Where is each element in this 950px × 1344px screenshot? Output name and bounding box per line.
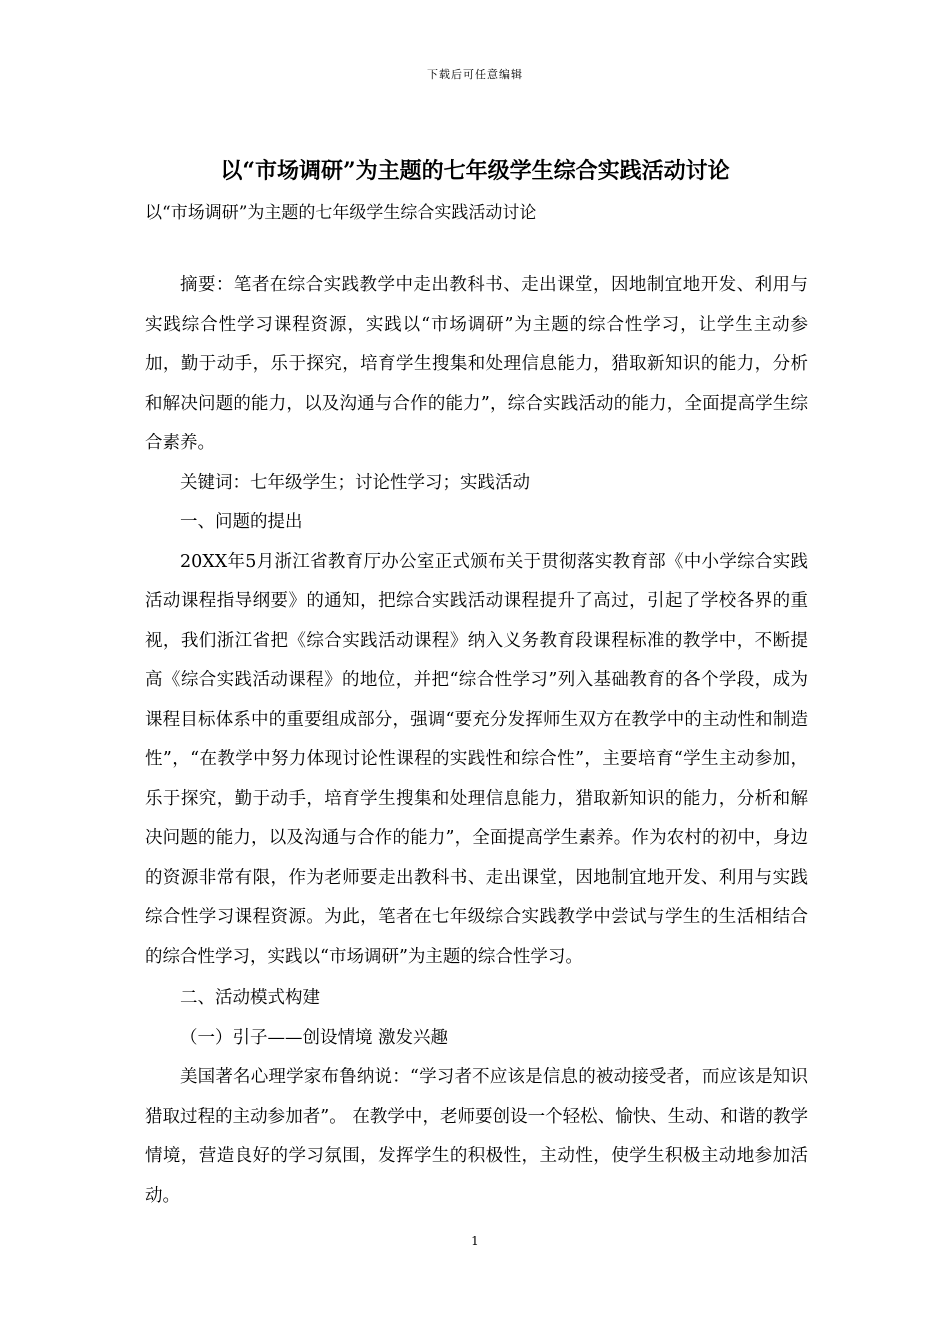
body-paragraph: 美国著名心理学家布鲁纳说：“学习者不应该是信息的被动接受者，而应该是知识猎取过程的主动参加者”。 在教学中，老师要创设一个轻松、愉快、生动、和谐的教学情境，营造良好的学习氛围，发挥学生的积极性，主动性，使学生积极主动地参加活动。	[145, 1067, 808, 1206]
document-title: 以“市场调研”为主题的七年级学生综合实践活动讨论	[220, 158, 730, 184]
page-number: 1	[471, 1234, 479, 1248]
document-body	[145, 266, 808, 1216]
page-header-note: 下载后可任意编辑	[427, 68, 523, 81]
section-heading-2: 二、活动模式构建	[180, 988, 320, 1008]
keywords-paragraph: 关键词：七年级学生；讨论性学习；实践活动	[180, 472, 530, 493]
subsection-heading: （一）引子——创设情境 激发兴趣	[180, 1027, 449, 1048]
section-heading-1: 一、问题的提出	[180, 512, 303, 532]
body-paragraph: 20XX年5月浙江省教育厅办公室正式颁布关于贯彻落实教育部《中小学综合实践活动课程指导纲要》的通知，把综合实践活动课程提升了高过，引起了学校各界的重视，我们浙江省把《综合实践活动课程》纳入义务教育段课程标准的教学中，不断提高《综合实践活动课程》的地位，并把“综合性学习”列入基础教育的各个学段，成为课程目标体系中的重要组成部分，强调“要充分发挥师生双方在教学中的主动性和制造性”，“在教学中努力体现讨论性课程的实践性和综合性”，主要培育“学生主动参加，乐于探究，勤于动手，培育学生搜集和处理信息能力，猎取新知识的能力，分析和解决问题的能力，以及沟通与合作的能力”，全面提高学生素养。作为农村的初中，身边的资源非常有限，作为老师要走出教科书、走出课堂，因地制宜地开发、利用与实践综合性学习课程资源。为此，笔者在七年级综合实践教学中尝试与学生的生活相结合的综合性学习，实践以“市场调研”为主题的综合性学习。	[145, 551, 808, 967]
abstract-paragraph: 摘要：笔者在综合实践教学中走出教科书、走出课堂，因地制宜地开发、利用与实践综合性学习课程资源，实践以“市场调研”为主题的综合性学习，让学生主动参加，勤于动手，乐于探究，培育学生搜集和处理信息能力，猎取新知识的能力，分析和解决问题的能力，以及沟通与合作的能力”，综合实践活动的能力，全面提高学生综合素养。	[145, 275, 808, 453]
document-subtitle: 以“市场调研”为主题的七年级学生综合实践活动讨论	[145, 203, 537, 223]
